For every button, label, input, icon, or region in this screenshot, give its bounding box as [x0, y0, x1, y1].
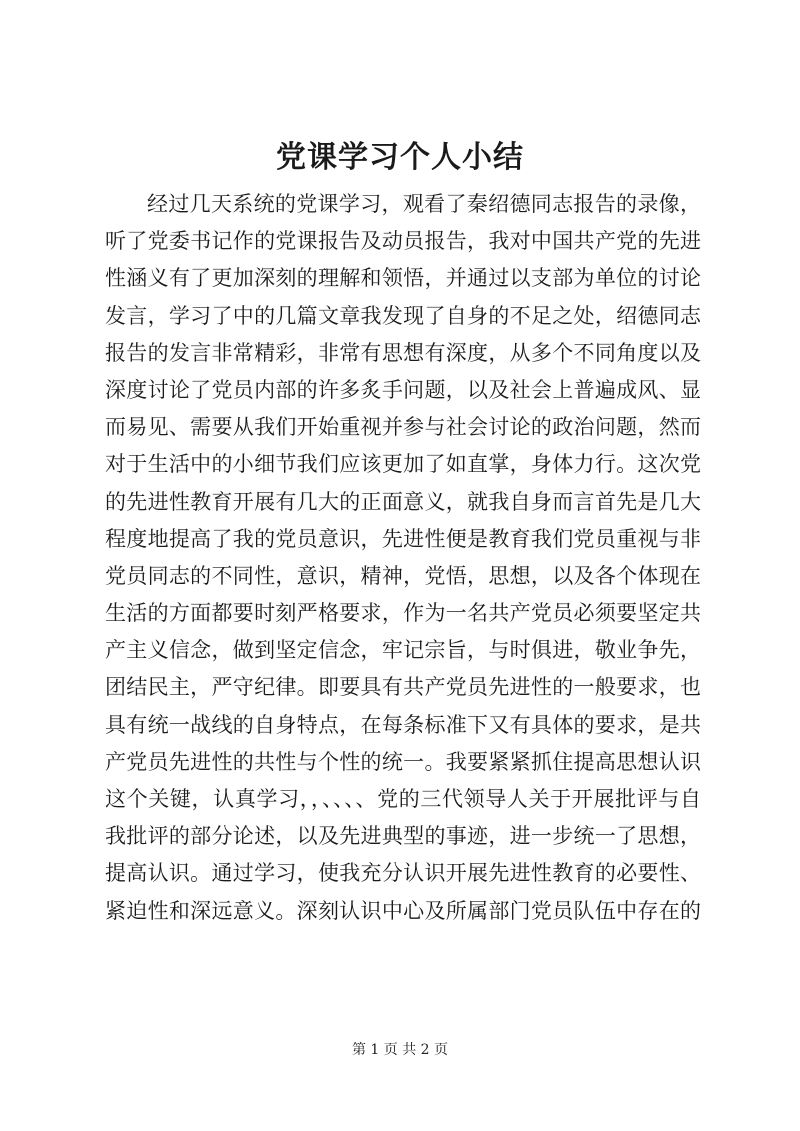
paragraph-line: 报告的发言非常精彩，非常有思想有深度，从多个不同角度以及: [105, 340, 701, 365]
paragraph-line: 的先进性教育开展有几大的正面意义，就我自身而言首先是几大: [105, 489, 701, 514]
paragraph-line: 而易见、需要从我们开始重视并参与社会讨论的政治问题，然而: [105, 415, 701, 440]
body-paragraph: [105, 186, 701, 930]
paragraph-line: 我批评的部分论述，以及先进典型的事迹，进一步统一了思想，: [105, 824, 701, 849]
paragraph-line: 党员同志的不同性，意识，精神，党悟，思想，以及各个体现在: [105, 563, 701, 588]
paragraph-line: 深度讨论了党员内部的许多炙手问题，以及社会上普遍成风、显: [105, 377, 701, 402]
paragraph-line: 经过几天系统的党课学习，观看了秦绍德同志报告的录像，: [147, 192, 701, 216]
paragraph-line: 提高认识。通过学习，使我充分认识开展先进性教育的必要性、: [105, 861, 701, 886]
paragraph-line: 这个关键，认真学习，，、、、、党的三代领导人关于开展批评与自: [105, 787, 701, 811]
paragraph-line: 生活的方面都要时刻严格要求，作为一名共产党员必须要坚定共: [105, 601, 701, 626]
paragraph-line: 具有统一战线的自身特点，在每条标准下又有具体的要求，是共: [105, 712, 701, 737]
page-title: 党课学习个人小结: [276, 140, 524, 175]
paragraph-line: 听了党委书记作的党课报告及动员报告，我对中国共产党的先进: [105, 229, 701, 254]
page-footer: 第 1 页 共 2 页: [351, 1042, 449, 1058]
paragraph-line: 团结民主，严守纪律。即要具有共产党员先进性的一般要求，也: [105, 675, 701, 700]
paragraph-line: 产主义信念，做到坚定信念，牢记宗旨，与时俱进，敬业争先，: [105, 638, 701, 663]
paragraph-line: 程度地提高了我的党员意识，先进性便是教育我们党员重视与非: [105, 526, 701, 551]
paragraph-line: 性涵义有了更加深刻的理解和领悟，并通过以支部为单位的讨论: [105, 266, 701, 291]
paragraph-line: 紧迫性和深远意义。深刻认识中心及所属部门党员队伍中存在的: [105, 898, 701, 923]
paragraph-line: 对于生活中的小细节我们应该更加了如直掌，身体力行。这次党: [105, 452, 701, 477]
paragraph-line: 产党员先进性的共性与个性的统一。我要紧紧抓住提高思想认识: [105, 749, 701, 774]
paragraph-line: 发言，学习了中的几篇文章我发现了自身的不足之处，绍德同志: [105, 303, 701, 328]
